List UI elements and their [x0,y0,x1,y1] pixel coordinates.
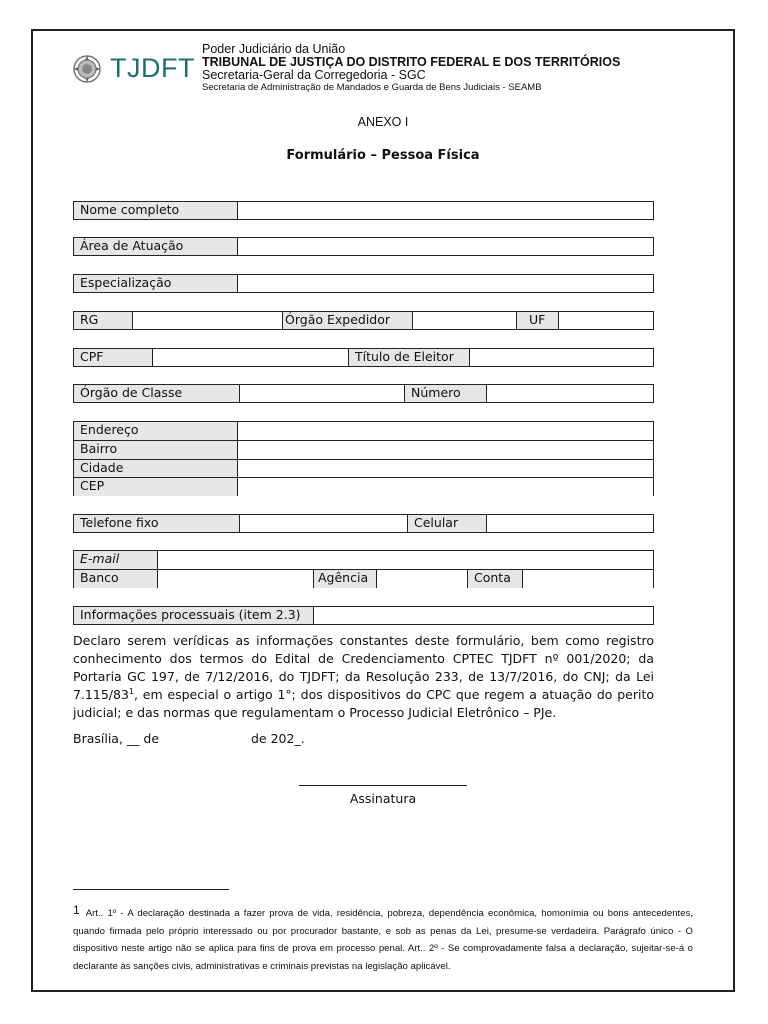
input-banco[interactable] [157,570,313,588]
label-bairro: Bairro [74,441,237,459]
label-orgao-classe: Órgão de Classe [74,385,239,402]
input-nome[interactable] [237,202,653,219]
row-email [74,551,653,569]
form-title: Formulário – Pessoa Física [286,148,480,163]
input-rg[interactable] [132,312,282,329]
input-telefone[interactable] [239,515,407,532]
label-banco: Banco [74,570,157,588]
logo-wordmark: TJDFT [110,53,195,83]
header-court-name: TRIBUNAL DE JUSTIÇA DO DISTRITO FEDERAL E DOS TERRITÓRIOS [202,55,621,69]
header-line-3: Secretaria-Geral da Corregedoria - SGC [202,68,426,82]
header-line-1: Poder Judiciário da União [202,42,346,56]
label-celular: Celular [407,515,486,532]
input-area[interactable] [237,238,653,255]
label-uf: UF [516,312,558,329]
label-conta: Conta [467,570,522,588]
date-year: de 202_. [251,731,305,746]
row-area [73,237,654,256]
label-numero: Número [404,385,486,402]
input-orgao-classe[interactable] [239,385,404,402]
footnote-mark: 1 [73,903,80,917]
row-info-processuais [73,606,654,625]
input-email[interactable] [157,551,653,569]
input-cidade[interactable] [237,460,653,478]
input-cpf[interactable] [152,349,348,366]
input-celular[interactable] [486,515,653,532]
input-uf[interactable] [558,312,653,329]
coat-of-arms-icon [72,54,102,84]
footnote-text: Art.. 1º - A declaração destinada a fazer prova de vida, residência, pobreza, dependência econômica, homonímia ou bons antecedentes, quando firmada pelo próprio interessado ou por procurador bastante, e sob as penas da Lei, presume-se verdadeira. Parágrafo único - O dispositivo neste artigo não se aplica para fins de prova em processo penal. Art.. 2º - Se comprovadamente falsa a declaração, sujeitar-se-á o declarante às sanções civis, administrativas e criminais previstas na legislação aplicável. [73,908,693,972]
row-cpf [73,348,654,367]
label-telefone: Telefone fixo [74,515,239,532]
header-line-4: Secretaria de Administração de Mandados e Guarda de Bens Judiciais - SEAMB [202,82,542,93]
row-rg [73,311,654,330]
row-especializacao [73,274,654,293]
label-email: E-mail [74,551,157,569]
input-conta[interactable] [522,570,653,588]
input-agencia[interactable] [376,570,467,588]
row-cep [74,477,653,496]
row-bairro [74,440,653,459]
row-banco [74,569,653,588]
row-telefone [73,514,654,533]
label-nome: Nome completo [74,202,237,219]
label-cpf: CPF [74,349,152,366]
bank-block [73,550,654,588]
declaration-text-2: , em especial o artigo 1°; dos dispositivos do CPC que regem a atuação do perito judicial; e das normas que regulamentam o Processo Judicial Eletrônico – PJe. [73,687,654,720]
row-endereco [74,422,653,440]
annex-label: ANEXO I [357,115,409,129]
input-especializacao[interactable] [237,275,653,292]
address-block [73,421,654,496]
date-city: Brasília, __ de [73,731,160,746]
input-titulo-eleitor[interactable] [469,349,653,366]
label-info-processuais: Informações processuais (item 2.3) [74,607,313,624]
input-endereco[interactable] [237,422,653,440]
label-agencia: Agência [313,570,376,588]
footnote-separator [73,889,229,890]
row-cidade [74,459,653,478]
footnote-reference: 1 [128,686,134,696]
label-cidade: Cidade [74,460,237,478]
input-orgao-expedidor[interactable] [412,312,516,329]
page-border [31,29,735,992]
tjdft-logo [72,52,195,86]
input-info-processuais[interactable] [313,607,653,624]
declaration-text-1: Declaro serem verídicas as informações constantes deste formulário, bem como registro conhecimento dos termos do Edital de Credenciamento CPTEC TJDFT nº 001/2020; da Portaria GC 197, de 7/12/2016, do TJDFT; da Resolução 233, de 13/7/2016, do CNJ; da Lei 7.115/83 [73,633,654,702]
label-especializacao: Especialização [74,275,237,292]
label-titulo-eleitor: Título de Eleitor [348,349,469,366]
label-rg: RG [74,312,132,329]
label-cep: CEP [74,478,237,496]
declaration-paragraph [73,632,654,722]
input-cep[interactable] [237,478,653,496]
label-endereco: Endereço [74,422,237,440]
signature-label: Assinatura [349,791,417,806]
label-area: Área de Atuação [74,238,237,255]
signature-line [299,785,467,786]
label-orgao-expedidor: Órgão Expedidor [282,312,412,329]
footnote [73,902,693,975]
row-nome [73,201,654,220]
input-bairro[interactable] [237,441,653,459]
row-orgao-classe [73,384,654,403]
input-numero[interactable] [486,385,653,402]
